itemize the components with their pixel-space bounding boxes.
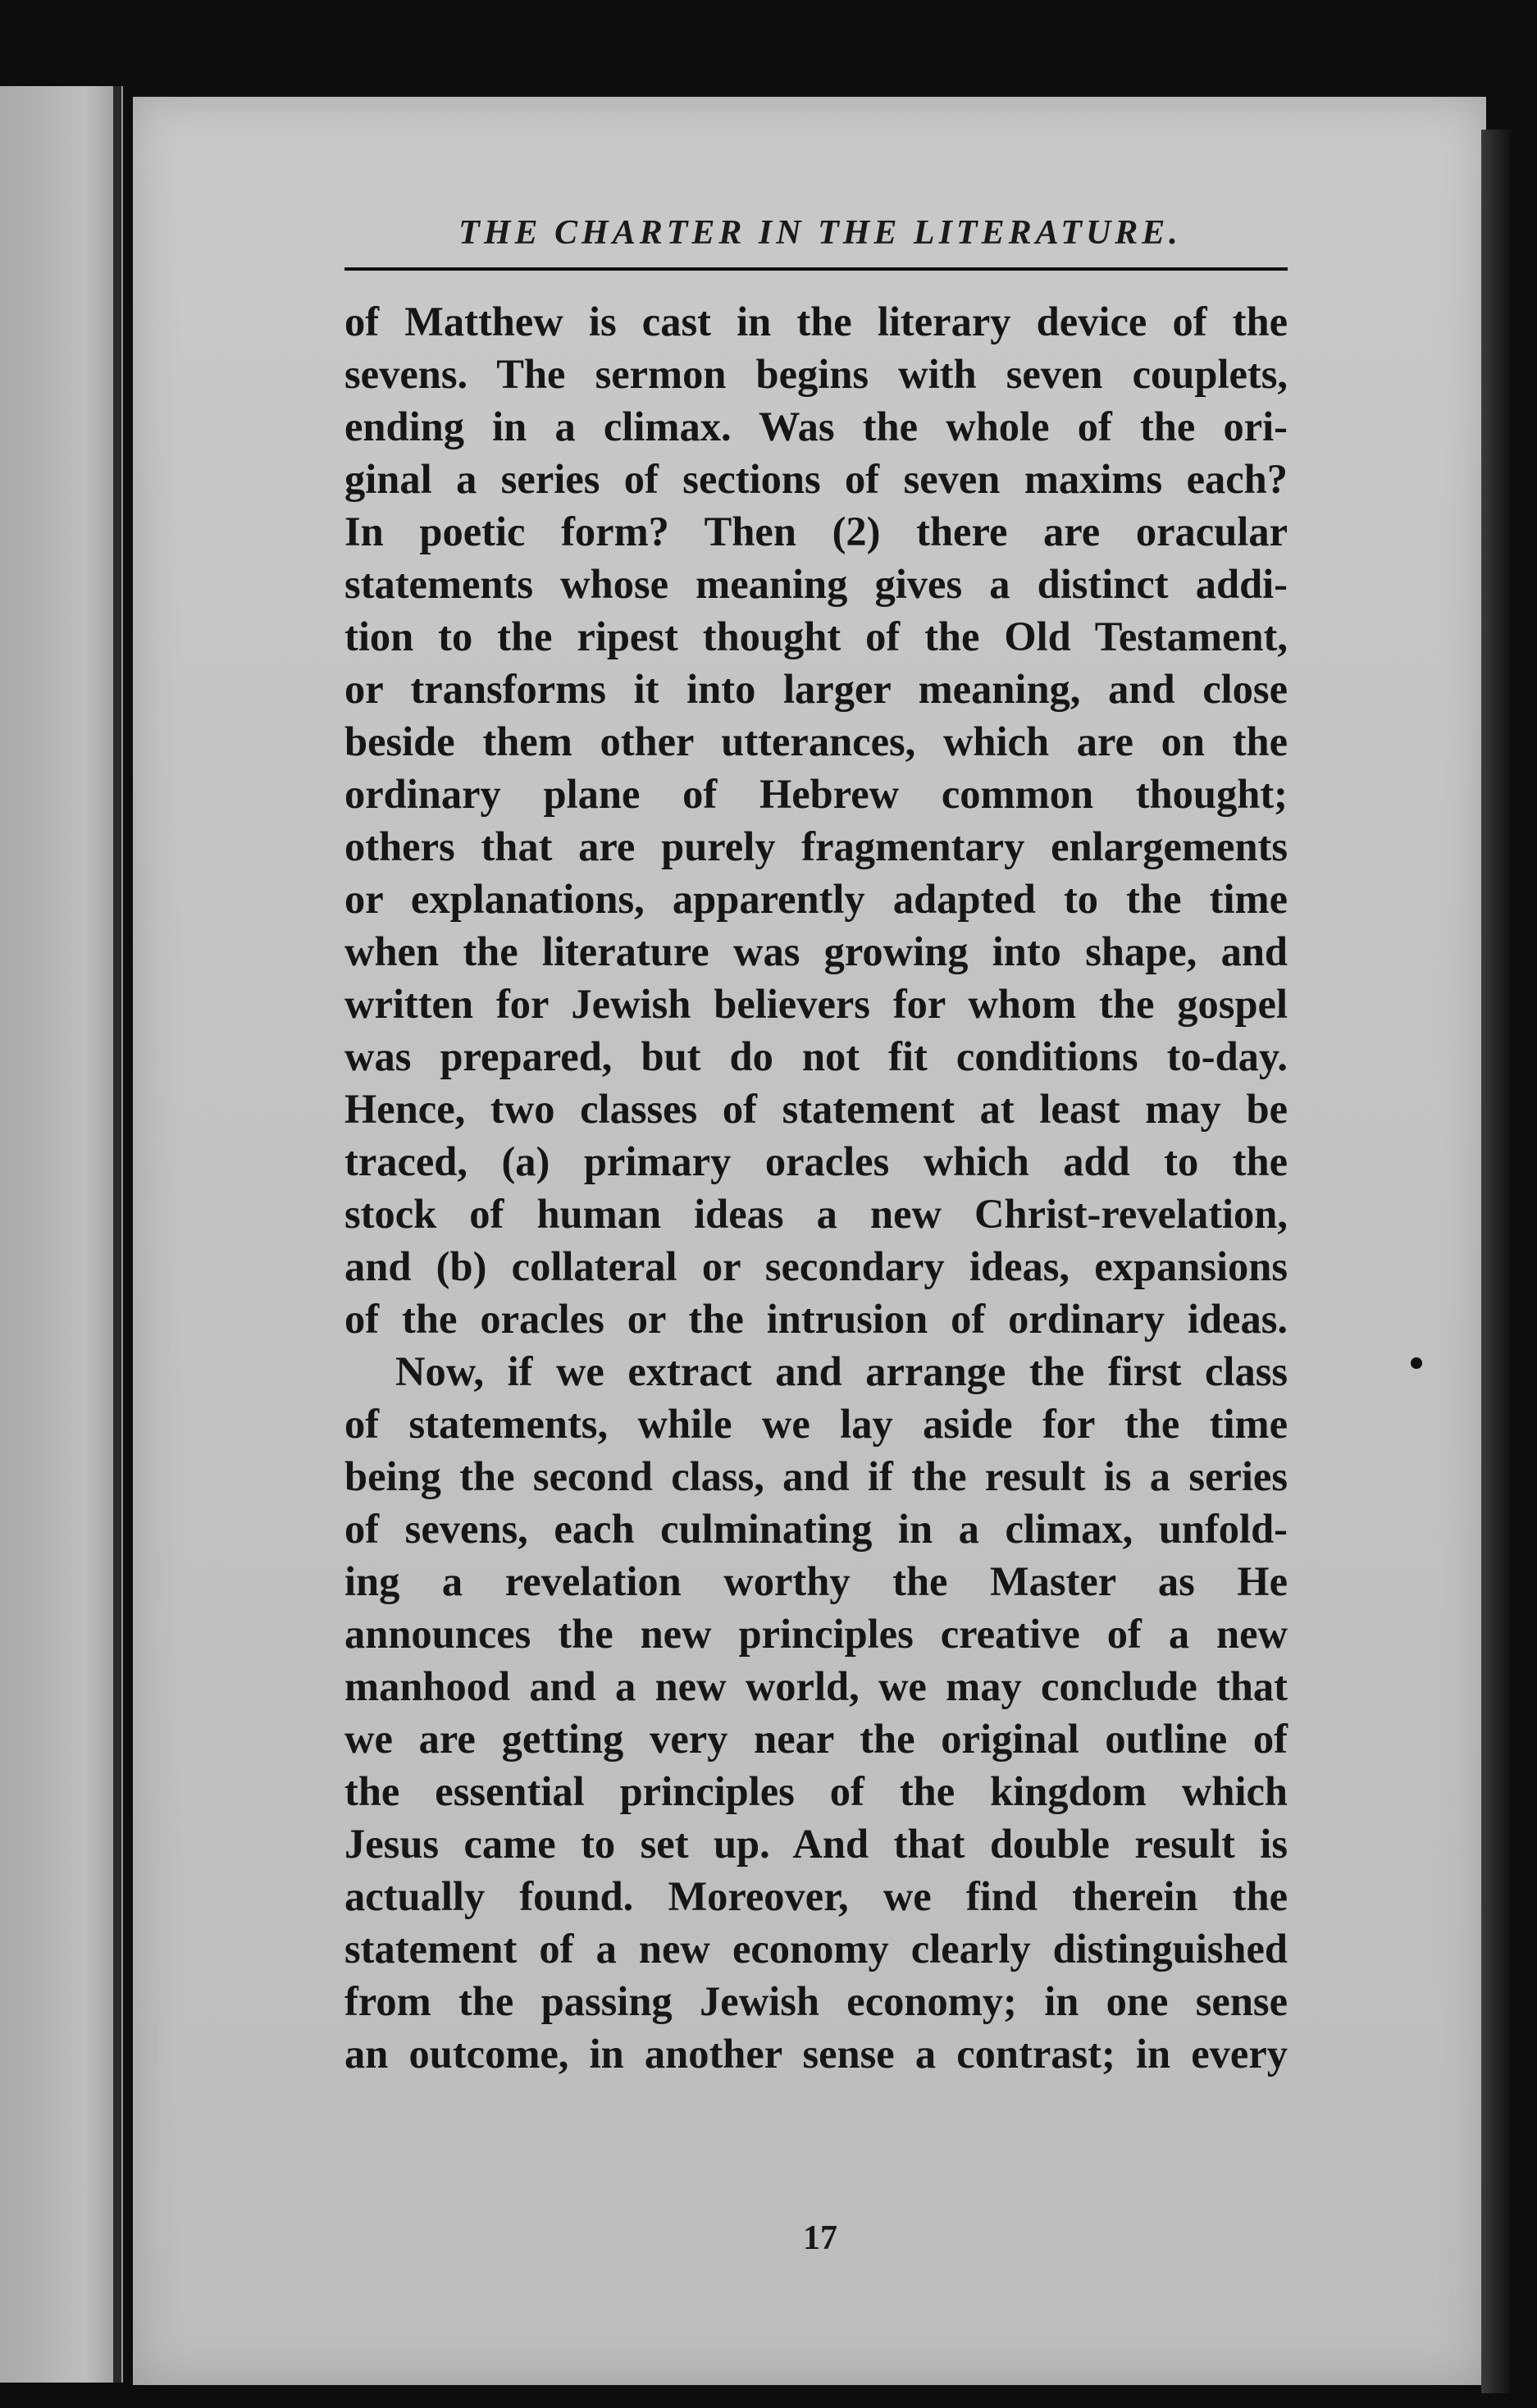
ink-spot xyxy=(1411,1357,1422,1369)
text-line: ginal a series of sections of seven maxims each? xyxy=(344,456,1288,502)
text-line: of sevens, each culminating in a climax, unfold- xyxy=(344,1506,1288,1552)
page-edge xyxy=(1481,130,1511,2393)
text-line: of statements, while we lay aside for the time xyxy=(344,1401,1288,1447)
text-line: statements whose meaning gives a distinct addi- xyxy=(344,561,1288,607)
body-text xyxy=(344,295,1288,2080)
text-line: was prepared, but do not fit conditions to-day. xyxy=(344,1033,1288,1079)
text-line: ing a revelation worthy the Master as He xyxy=(344,1558,1288,1604)
text-line: stock of human ideas a new Christ-revelation, xyxy=(344,1191,1288,1237)
text-line: written for Jewish believers for whom the gospel xyxy=(344,981,1288,1027)
running-header: THE CHARTER IN THE LITERATURE. xyxy=(458,214,1182,252)
text-line: beside them other utterances, which are on the xyxy=(344,718,1288,764)
text-line: the essential principles of the kingdom which xyxy=(344,1768,1288,1814)
text-line: actually found. Moreover, we find therein the xyxy=(344,1873,1288,1919)
text-line: ordinary plane of Hebrew common thought; xyxy=(344,771,1288,817)
text-line: others that are purely fragmentary enlargements xyxy=(344,823,1288,869)
text-line: we are getting very near the original outline of xyxy=(344,1716,1288,1762)
text-line: Jesus came to set up. And that double result is xyxy=(344,1821,1288,1867)
page-number: 17 xyxy=(803,2219,837,2257)
text-line: In poetic form? Then (2) there are oracular xyxy=(344,509,1288,554)
text-line: of the oracles or the intrusion of ordinary ideas. xyxy=(344,1296,1288,1342)
text-line: ending in a climax. Was the whole of the ori- xyxy=(344,404,1288,449)
facing-page xyxy=(0,86,123,2383)
text-line: manhood and a new world, we may conclude that xyxy=(344,1663,1288,1709)
text-line: announces the new principles creative of a new xyxy=(344,1611,1288,1657)
header-rule xyxy=(344,267,1288,271)
text-line: Now, if we extract and arrange the first class xyxy=(395,1348,1288,1394)
text-line: from the passing Jewish economy; in one sense xyxy=(344,1978,1288,2024)
text-line: an outcome, in another sense a contrast; in every xyxy=(344,2031,1288,2077)
text-line: or explanations, apparently adapted to the time xyxy=(344,876,1288,922)
text-line: and (b) collateral or secondary ideas, expansions xyxy=(344,1243,1288,1289)
text-line: sevens. The sermon begins with seven couplets, xyxy=(344,351,1288,397)
text-line: of Matthew is cast in the literary device of the xyxy=(344,299,1288,344)
text-line: tion to the ripest thought of the Old Testament, xyxy=(344,613,1288,659)
text-line: Hence, two classes of statement at least may be xyxy=(344,1086,1288,1132)
text-line: or transforms it into larger meaning, and close xyxy=(344,666,1288,712)
text-line: statement of a new economy clearly distinguished xyxy=(344,1926,1288,1972)
page-gutter xyxy=(113,86,121,2383)
text-line: when the literature was growing into shape, and xyxy=(344,928,1288,974)
text-line: traced, (a) primary oracles which add to the xyxy=(344,1138,1288,1184)
text-line: being the second class, and if the result is a series xyxy=(344,1453,1288,1499)
